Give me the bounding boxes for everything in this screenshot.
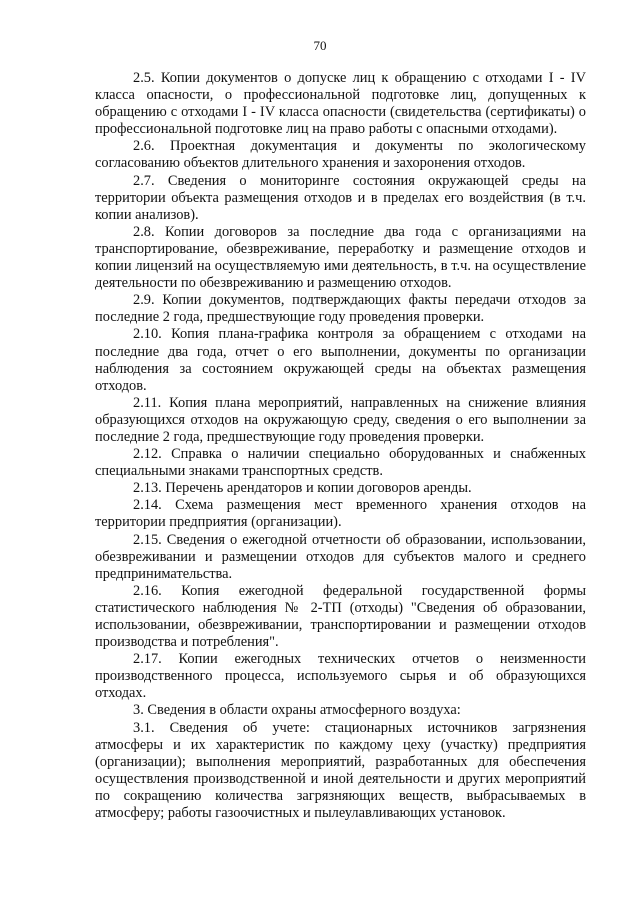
document-body [95, 70, 586, 822]
page-number: 70 [313, 38, 327, 53]
paragraph-2-11: 2.11. Копия плана мероприятий, направленных на снижение влияния образующихся отходов на окружающую среду, сведения о его выполнении за последние 2 года, предшествующие году проведения проверки. [95, 394, 586, 445]
paragraph-2-16: 2.16. Копия ежегодной федеральной государственной формы статистического наблюдения № 2-ТП (отходы) "Сведения об образовании, использовании, обезвреживании, транспортировании и размещении отходов производства и потребления". [95, 582, 586, 651]
section-3-heading: 3. Сведения в области охраны атмосферного воздуха: [133, 702, 461, 719]
paragraph-2-9: 2.9. Копии документов, подтверждающих факты передачи отходов за последние 2 года, предшествующие году проведения проверки. [95, 292, 586, 326]
paragraph-2-15: 2.15. Сведения о ежегодной отчетности об образовании, использовании, обезвреживании и размещении отходов для субъектов малого и среднего предпринимательства. [95, 531, 586, 582]
paragraph-2-7: 2.7. Сведения о мониторинге состояния окружающей среды на территории объекта размещения отходов и в пределах его воздействия (в т.ч. копии анализов). [95, 172, 586, 223]
paragraph-2-17: 2.17. Копии ежегодных технических отчетов о неизменности производственного процесса, используемого сырья и об образующихся отходах. [95, 651, 586, 702]
paragraph-2-12: 2.12. Справка о наличии специально оборудованных и снабженных специальными знаками транспортных средств. [95, 446, 586, 480]
paragraph-2-10: 2.10. Копия плана-графика контроля за обращением с отходами на последние два года, отчет о его выполнении, документы по организации наблюдения за состоянием окружающей среды на объектах размещения отходов. [95, 326, 586, 394]
paragraph-2-14: 2.14. Схема размещения мест временного хранения отходов на территории предприятия (организации). [95, 497, 586, 531]
paragraph-3-1: 3.1. Сведения об учете: стационарных источников загрязнения атмосферы и их характеристик по каждому цеху (участку) предприятия (организации); выполнения мероприятий, разработанных для обеспечения осуществления производственной и иной деятельности и других мероприятий по сокращению количества загрязняющих веществ, выбрасываемых в атмосферу; работы газоочистных и пылеулавливающих установок. [95, 719, 586, 822]
paragraph-2-13: 2.13. Перечень арендаторов и копии договоров аренды. [133, 480, 472, 497]
paragraph-2-8: 2.8. Копии договоров за последние два года с организациями на транспортирование, обезвреживание, переработку и размещение отходов и копии лицензий на осуществляемую ими деятельность, в т.ч. на осуществление деятельности по обезвреживанию и размещению отходов. [95, 223, 586, 292]
paragraph-2-6: 2.6. Проектная документация и документы по экологическому согласованию объектов длительного хранения и захоронения отходов. [95, 138, 586, 172]
paragraph-2-5: 2.5. Копии документов о допуске лиц к обращению с отходами I - IV класса опасности, о профессиональной подготовке лиц, допущенных к обращению с отходами I - IV класса опасности (свидетельства (сертификаты) о профессиональной подготовке лиц на право работы с опасными отходами). [95, 70, 586, 138]
